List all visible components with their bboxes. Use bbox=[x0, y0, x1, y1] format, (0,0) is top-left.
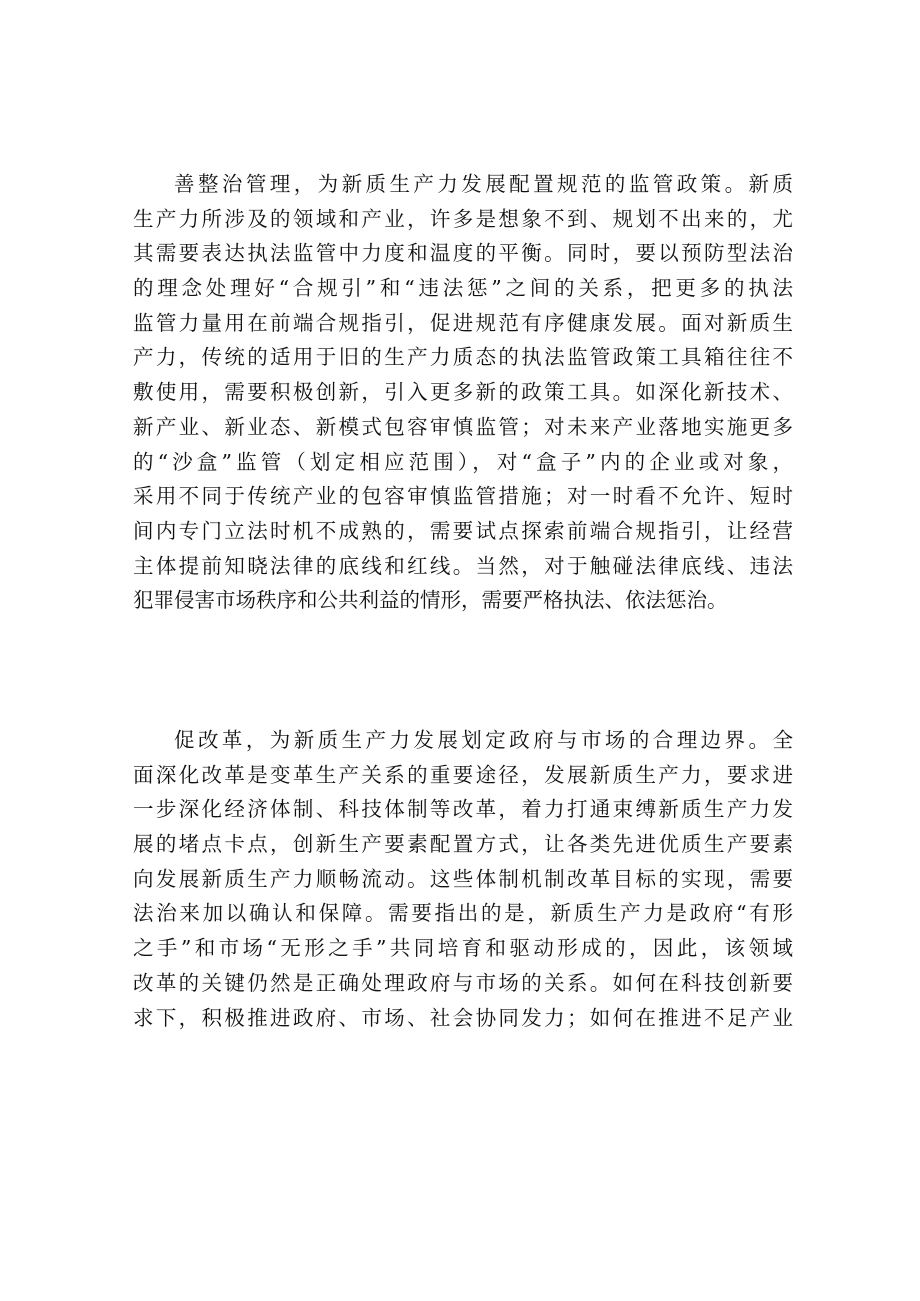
text-line: 法治来加以确认和保障。需要指出的是，新质生产力是政府“有形 bbox=[133, 901, 793, 926]
text-line: 改革的关键仍然是正确处理政府与市场的关系。如何在科技创新要 bbox=[133, 970, 793, 995]
text-line: 敷使用，需要积极创新，引入更多新的政策工具。如深化新技术、 bbox=[133, 380, 793, 405]
text-line: 善整治管理，为新质生产力发展配置规范的监管政策。新质 bbox=[174, 172, 793, 196]
text-line: 的理念处理好“合规引”和“违法惩”之间的关系，把更多的执法 bbox=[133, 276, 793, 301]
text-line: 促改革，为新质生产力发展划定政府与市场的合理边界。全 bbox=[174, 728, 793, 752]
paragraph-reform bbox=[133, 723, 793, 1035]
text-line: 其需要表达执法监管中力度和温度的平衡。同时，要以预防型法治 bbox=[133, 241, 793, 266]
text-line: 展的堵点卡点，创新生产要素配置方式，让各类先进优质生产要素 bbox=[133, 832, 793, 857]
text-line: 的“沙盒”监管（划定相应范围），对“盒子”内的企业或对象， bbox=[133, 449, 793, 474]
text-line: 间内专门立法时机不成熟的，需要试点探索前端合规指引，让经营 bbox=[133, 518, 793, 543]
text-line: 之手”和市场“无形之手”共同培育和驱动形成的，因此，该领域 bbox=[133, 936, 793, 961]
text-line: 向发展新质生产力顺畅流动。这些体制机制改革目标的实现，需要 bbox=[133, 866, 793, 891]
text-line: 面深化改革是变革生产关系的重要途径，发展新质生产力，要求进 bbox=[133, 762, 793, 787]
text-line: 一步深化经济体制、科技体制等改革，着力打通束缚新质生产力发 bbox=[133, 797, 793, 822]
text-line: 主体提前知晓法律的底线和红线。当然，对于触碰法律底线、违法 bbox=[133, 553, 793, 578]
text-line: 采用不同于传统产业的包容审慎监管措施；对一时看不允许、短时 bbox=[133, 484, 793, 509]
text-line: 求下，积极推进政府、市场、社会协同发力；如何在推进不足产业 bbox=[133, 1005, 793, 1030]
text-line: 生产力所涉及的领域和产业，许多是想象不到、规划不出来的，尤 bbox=[133, 206, 793, 231]
text-line: 新产业、新业态、新模式包容审慎监管；对未来产业落地实施更多 bbox=[133, 414, 793, 439]
text-line: 产力，传统的适用于旧的生产力质态的执法监管政策工具箱往往不 bbox=[133, 345, 793, 370]
text-line: 犯罪侵害市场秩序和公共利益的情形，需要严格执法、依法惩治。 bbox=[133, 588, 728, 613]
paragraph-regulation bbox=[133, 167, 793, 618]
text-line: 监管力量用在前端合规指引，促进规范有序健康发展。面对新质生 bbox=[133, 310, 793, 335]
